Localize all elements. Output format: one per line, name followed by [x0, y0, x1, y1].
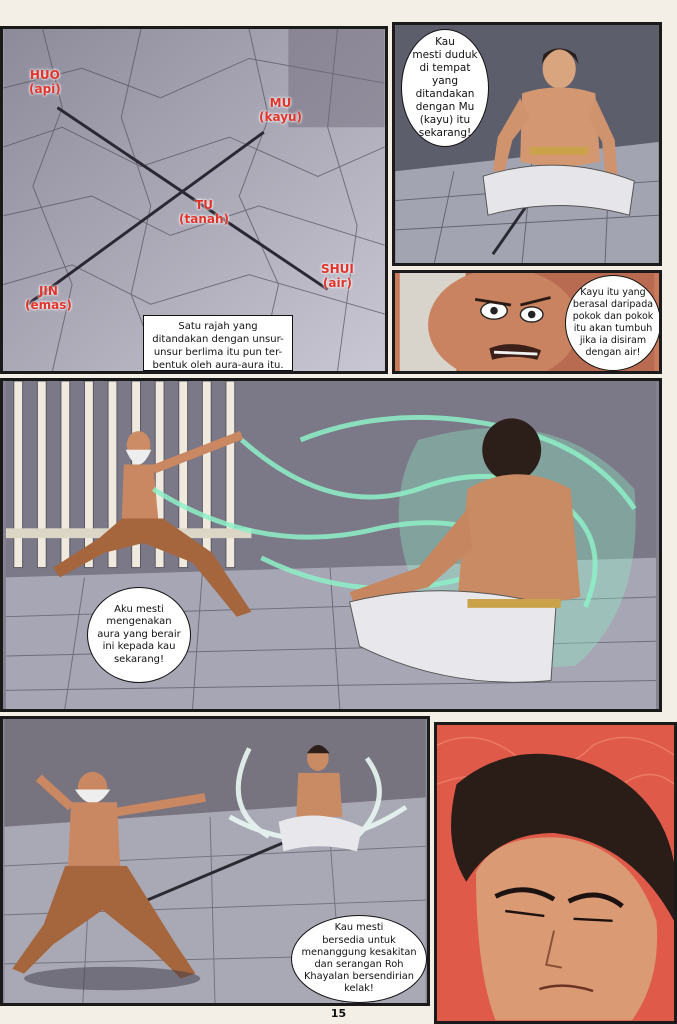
element-label-huo: HUO (api): [29, 68, 61, 96]
closeup-disciple-art: [437, 725, 674, 1021]
speech-bubble-warning: Kau mesti bersedia untuk menanggung kesakitan dan serangan Roh Khayalan bersendirian kelak!: [291, 915, 427, 1003]
element-label-jin: JIN (emas): [25, 284, 72, 312]
narration-caption: Satu rajah yang ditandakan dengan unsur- unsur berlima itu pun ter- bentuk oleh aura-aura itu.: [143, 315, 293, 371]
page-number: 15: [330, 1007, 347, 1020]
panel-warning: [0, 716, 430, 1006]
element-label-shui: SHUI (air): [321, 262, 354, 290]
element-label-tu: TU (tanah): [179, 198, 229, 226]
speech-bubble-water-aura: Aku mesti mengenakan aura yang berair ini kepada kau sekarang!: [87, 587, 191, 683]
speech-bubble-sit-order: Kau mesti duduk di tempat yang ditandakan dengan Mu (kayu) itu sekarang!: [401, 29, 489, 147]
speech-bubble-wood-water: Kayu itu yang berasal daripada pokok dan pokok itu akan tumbuh jika ia disiram dengan air!: [565, 275, 661, 371]
panel-angry-master: [392, 270, 662, 374]
panel-seated-man: [392, 22, 662, 266]
element-label-mu: MU (kayu): [259, 96, 303, 124]
panel-closeup-disciple: [434, 722, 677, 1024]
panel-element-diagram: [0, 26, 388, 374]
panel-aura-attack: [0, 378, 662, 712]
